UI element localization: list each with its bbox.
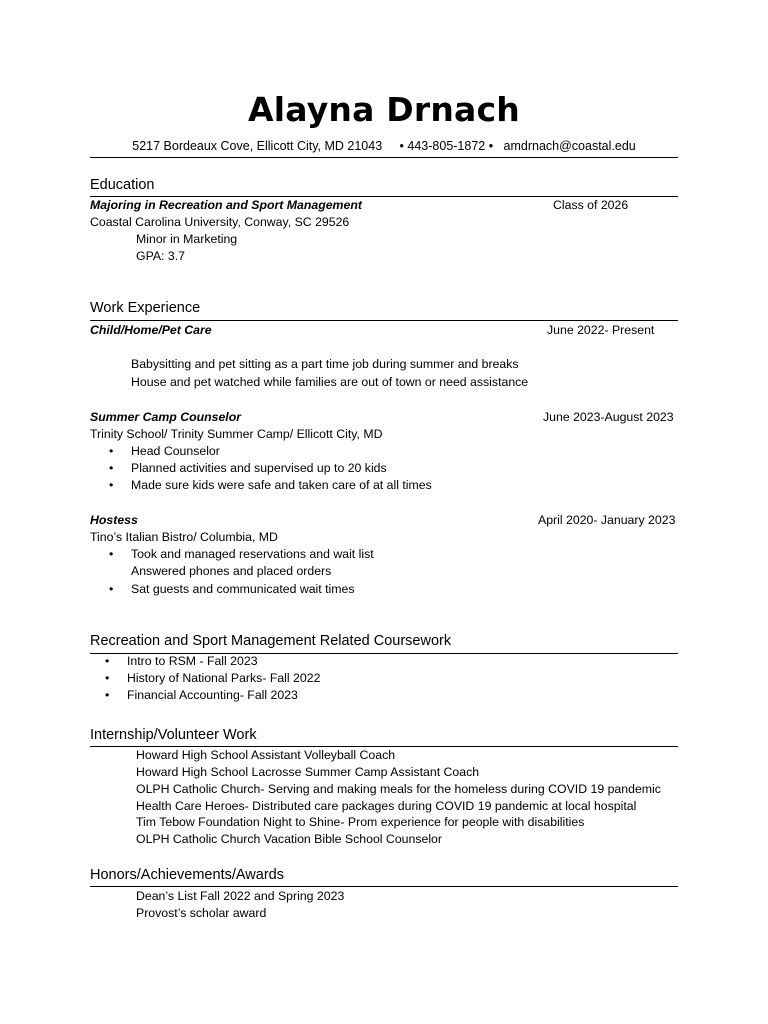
section-heading-internship: Internship/Volunteer Work <box>90 727 257 743</box>
education-major: Majoring in Recreation and Sport Management <box>90 198 362 212</box>
job-bullet: • Head Counselor <box>131 445 220 457</box>
job-dates: April 2020- January 2023 <box>538 513 676 527</box>
job-bullet: • Made sure kids were safe and taken care of at all times <box>131 479 432 491</box>
contact-address: 5217 Bordeaux Cove, Ellicott City, MD 21043 <box>132 139 383 153</box>
volunteer-item: OLPH Catholic Church Vacation Bible School Counselor <box>136 832 442 846</box>
education-school: Coastal Carolina University, Conway, SC 29526 <box>90 215 350 229</box>
section-rule <box>90 746 678 747</box>
volunteer-item: OLPH Catholic Church- Serving and making meals for the homeless during COVID 19 pandemic <box>136 782 661 796</box>
job-dates: June 2022- Present <box>547 323 655 337</box>
job-title: Summer Camp Counselor <box>90 410 242 424</box>
section-heading-education: Education <box>90 177 155 193</box>
section-heading-work: Work Experience <box>90 300 201 316</box>
job-line: Babysitting and pet sitting as a part time job during summer and breaks <box>131 357 519 371</box>
job-bullet: • Planned activities and supervised up to 20 kids <box>131 462 387 474</box>
job-bullet: • Sat guests and communicated wait times <box>131 583 355 595</box>
resume-name: Alayna Drnach <box>248 90 520 129</box>
education-gpa: GPA: 3.7 <box>136 249 185 263</box>
education-minor: Minor in Marketing <box>136 232 238 246</box>
job-place: Tino’s Italian Bistro/ Columbia, MD <box>90 530 278 544</box>
section-heading-honors: Honors/Achievements/Awards <box>90 867 284 883</box>
job-place: Trinity School/ Trinity Summer Camp/ Ellicott City, MD <box>90 427 383 441</box>
honor-item: Provost’s scholar award <box>136 906 267 920</box>
job-title: Child/Home/Pet Care <box>90 323 212 337</box>
job-line: House and pet watched while families are out of town or need assistance <box>131 375 529 389</box>
course-item: • Financial Accounting- Fall 2023 <box>127 689 298 701</box>
job-bullet: • Took and managed reservations and wait list <box>131 548 374 560</box>
volunteer-item: Tim Tebow Foundation Night to Shine- Prom experience for people with disabilities <box>136 815 585 829</box>
volunteer-item: Health Care Heroes- Distributed care packages during COVID 19 pandemic at local hospital <box>136 799 637 813</box>
contact-email: amdrnach@coastal.edu <box>503 139 636 153</box>
honor-item: Dean’s List Fall 2022 and Spring 2023 <box>136 889 345 903</box>
volunteer-item: Howard High School Assistant Volleyball Coach <box>136 748 396 762</box>
course-item: • History of National Parks- Fall 2022 <box>127 672 320 684</box>
section-rule <box>90 886 678 887</box>
header-rule <box>90 157 678 158</box>
job-dates: June 2023-August 2023 <box>543 410 674 424</box>
section-heading-coursework: Recreation and Sport Management Related Coursework <box>90 633 452 649</box>
section-rule <box>90 196 678 197</box>
contact-phone: • 443-805-1872 • <box>399 139 494 153</box>
section-rule <box>90 320 678 321</box>
course-item: • Intro to RSM - Fall 2023 <box>127 655 258 667</box>
volunteer-item: Howard High School Lacrosse Summer Camp Assistant Coach <box>136 765 480 779</box>
job-line: Answered phones and placed orders <box>131 564 332 578</box>
job-title: Hostess <box>90 513 138 527</box>
contact-line <box>0 140 768 153</box>
education-class: Class of 2026 <box>553 198 629 212</box>
